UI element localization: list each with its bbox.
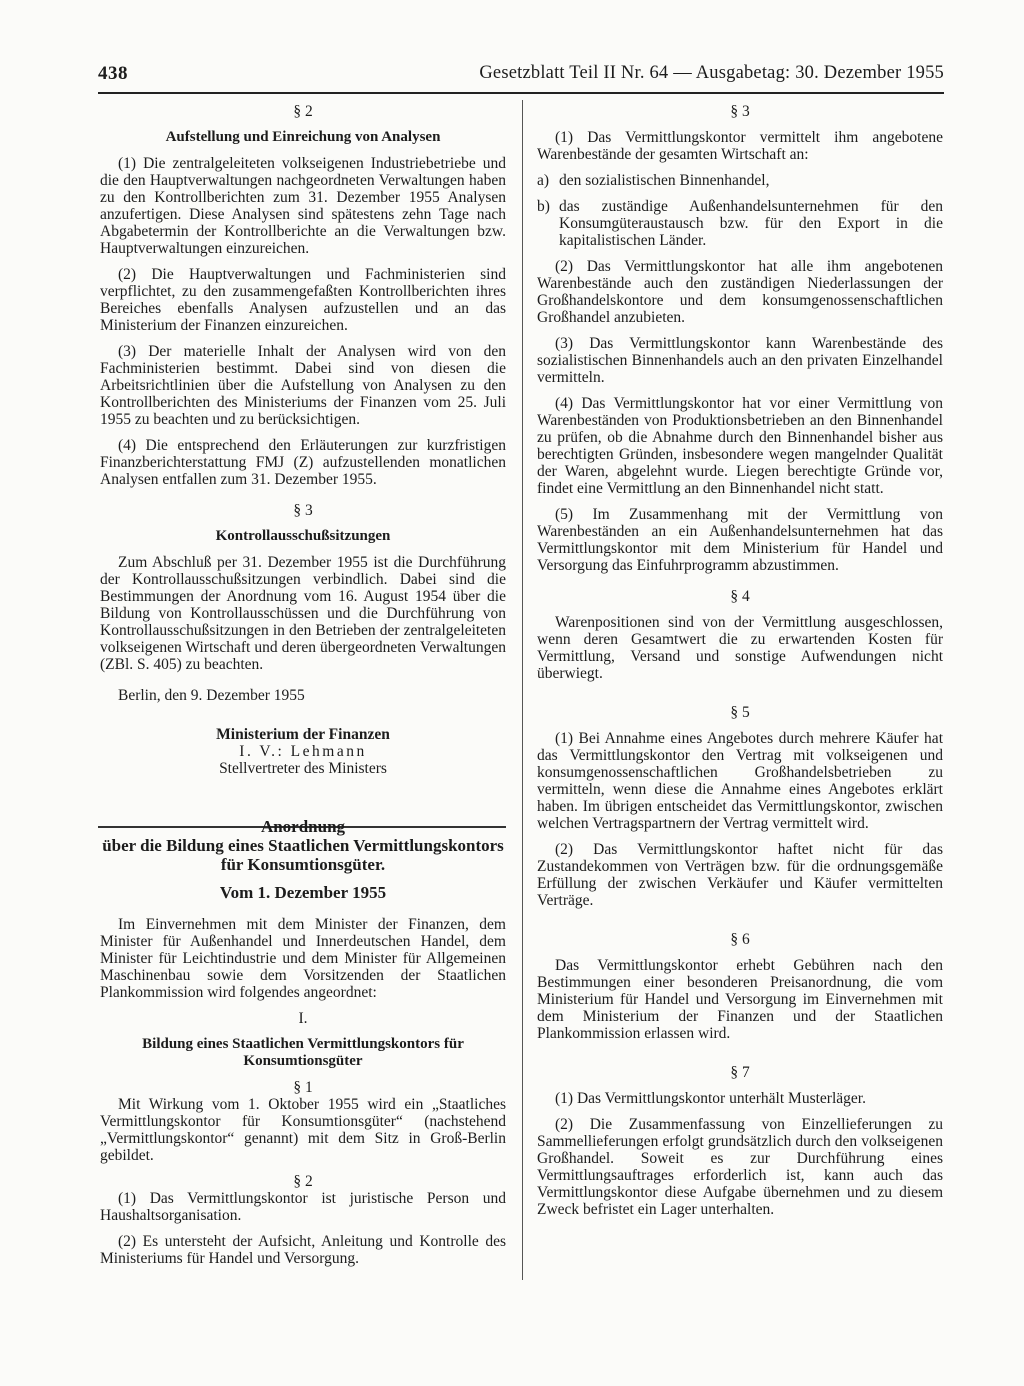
paragraph: (2) Das Vermittlungskontor hat alle ihm angebotenen Warenbestände auch den zuständigen Niederlassungen der Großhandelskontore und dem konsumgenossenschaftlichen Großhandel anzubieten. bbox=[537, 258, 943, 326]
section-heading: Aufstellung und Einreichung von Analysen bbox=[165, 129, 441, 145]
column-divider bbox=[522, 100, 523, 1280]
page-header bbox=[98, 63, 944, 89]
paragraph: Das Vermittlungskontor erhebt Gebühren nach den Bestimmungen einer besonderen Preisanordnung, die vom Ministerium für Handel und Versorgung im Einvernehmen mit dem Ministerium der Finanzen und der Staatlichen Plankommission erlassen wird. bbox=[537, 957, 943, 1042]
section-number: § 3 bbox=[730, 103, 750, 120]
paragraph: (2) Es untersteht der Aufsicht, Anleitung und Kontrolle des Ministeriums für Handel und Versorgung. bbox=[100, 1233, 506, 1267]
section-number: § 7 bbox=[730, 1064, 750, 1081]
ordinance-title: Anordnung bbox=[260, 817, 346, 836]
paragraph: (1) Bei Annahme eines Angebotes durch mehrere Käufer hat das Vermittlungskontor den Vertrag mit volkseigenen und konsumgenossenschaftlichen Großhandelsbetrieben zu vermitteln, wenn diese die Annahme eines Angebotes erklärt haben. Im übrigen entscheidet das Vermittlungskontor, zwischen welchen Vertragspartnern der Vertrag vermittelt wird. bbox=[537, 730, 943, 832]
section-number: § 6 bbox=[730, 931, 750, 948]
running-head: Gesetzblatt Teil II Nr. 64 — Ausgabetag: 30. Dezember 1955 bbox=[479, 63, 944, 83]
signatory-role: Stellvertreter des Ministers bbox=[219, 760, 387, 777]
paragraph: (3) Das Vermittlungskontor kann Warenbestände des sozialistischen Binnenhandels auch an den privaten Einzelhandel vermitteln. bbox=[537, 335, 943, 386]
paragraph: Mit Wirkung vom 1. Oktober 1955 wird ein „Staatliches Vermittlungskontor für Konsumtionsgüter“ (nachstehend „Vermittlungskontor“ genannt) mit dem Sitz in Groß-Berlin gebildet. bbox=[100, 1096, 506, 1164]
place-date: Berlin, den 9. Dezember 1955 bbox=[118, 687, 305, 704]
paragraph: (4) Das Vermittlungskontor hat vor einer Vermittlung von Warenbeständen von Produktionsbetrieben an den Binnenhandel zu prüfen, ob die Abnahme durch den Binnenhandel bisher aus berechtigten Gründen, insbesondere wegen mangelnder Qualität der Waren, abgelehnt wurde. Liegen berechtigte Gründe vor, findet eine Vermittlung an den Binnenhandel nicht statt. bbox=[537, 395, 943, 497]
part-heading: Bildung eines Staatlichen Vermittlungskontors für Konsumtionsgüter bbox=[142, 1036, 464, 1069]
ordinance-subtitle: über die Bildung eines Staatlichen Vermittlungskontors für Konsumtionsgüter. bbox=[102, 836, 504, 874]
section-heading: Kontrollausschußsitzungen bbox=[215, 528, 391, 544]
paragraph: (1) Die zentralgeleiteten volkseigenen Industriebetriebe und die den Hauptverwaltungen nachgeordneten Verwaltungen haben zu den Kontrollberichten zum 31. Dezember 1955 Analysen anzufertigen. Diese Analysen sind spätestens zehn Tage nach Abgabetermin der Kontrollberichte an die Verwaltungen bzw. Hauptverwaltungen einzureichen. bbox=[100, 155, 506, 257]
paragraph: Zum Abschluß per 31. Dezember 1955 ist die Durchführung der Kontrollausschußsitzungen verbindlich. Dabei sind die Bestimmungen der Anordnung vom 16. August 1954 über die Bildung von Kontrollausschüssen und die Durchführung von Kontrollausschußsitzungen in den Betrieben der zentralgeleiteten volkseigenen Wirtschaft und deren übergeordneten Verwaltungen (ZBl. S. 405) zu beachten. bbox=[100, 554, 506, 673]
paragraph: (5) Im Zusammenhang mit der Vermittlung von Warenbeständen an ein Außenhandelsunternehmen hat das Vermittlungskontor mit dem Ministerium für Handel und Versorgung das Einfuhrprogramm abzustimmen. bbox=[537, 506, 943, 574]
list-item bbox=[537, 172, 943, 189]
list-item-text: das zuständige Außenhandelsunternehmen für den Konsumgüteraustausch bzw. für den Export in die kapitalistischen Länder. bbox=[559, 198, 943, 249]
left-column bbox=[100, 103, 506, 1267]
section-number: § 1 bbox=[293, 1079, 313, 1096]
paragraph: (2) Die Zusammenfassung von Einzellieferungen zu Sammellieferungen erfolgt grundsätzlich durch den volkseigenen Großhandel. Soweit es zur Durchführung eines Vermittlungsauftrages erforderlich ist, kann auch das Vermittlungskontor diese Aufgabe übernehmen und zu diesem Zweck befristet ein Lager unterhalten. bbox=[537, 1116, 943, 1218]
paragraph: (1) Das Vermittlungskontor vermittelt ihm angebotene Warenbestände der gesamten Wirtschaft an: bbox=[537, 129, 943, 163]
list-item bbox=[537, 198, 943, 249]
signature: I. V.: Lehmann bbox=[239, 743, 367, 760]
paragraph: (4) Die entsprechend den Erläuterungen zur kurzfristigen Finanzberichterstattung FMJ (Z) aufzustellenden monatlichen Analysen entfallen zum 31. Dezember 1955. bbox=[100, 437, 506, 488]
list-item-text: den sozialistischen Binnenhandel, bbox=[559, 172, 770, 189]
paragraph: Im Einvernehmen mit dem Minister der Finanzen, dem Minister für Außenhandel und Innerdeutschen Handel, dem Minister für Leichtindustrie und dem Minister für Allgemeinen Maschinenbau sowie dem Vorsitzenden der Staatlichen Plankommission wird folgendes angeordnet: bbox=[100, 916, 506, 1001]
paragraph: (1) Das Vermittlungskontor ist juristische Person und Haushaltsorganisation. bbox=[100, 1190, 506, 1224]
section-number: § 4 bbox=[730, 588, 750, 605]
paragraph: (1) Das Vermittlungskontor unterhält Musterläger. bbox=[555, 1090, 866, 1107]
paragraph: (3) Der materielle Inhalt der Analysen wird von den Fachministerien bestimmt. Dabei sind von diesen die Arbeitsrichtlinien über die Aufstellung von Analysen zu den Kontrollberichten des Ministeriums der Finanzen vom 25. Juli 1955 zu beachten und zu berücksichtigen. bbox=[100, 343, 506, 428]
header-rule bbox=[98, 92, 944, 94]
part-number: I. bbox=[298, 1010, 308, 1027]
section-number: § 2 bbox=[293, 1173, 313, 1190]
right-column bbox=[537, 103, 943, 1218]
section-number: § 5 bbox=[730, 704, 750, 721]
paragraph: Warenpositionen sind von der Vermittlung ausgeschlossen, wenn deren Gesamtwert die zu erwartenden Kosten für Vermittlung, Versand und sonstige Aufwendungen nicht überwiegt. bbox=[537, 614, 943, 682]
ordinance-date: Vom 1. Dezember 1955 bbox=[219, 883, 387, 902]
section-number: § 3 bbox=[293, 502, 313, 519]
ministry-name: Ministerium der Finanzen bbox=[216, 726, 390, 743]
page-number: 438 bbox=[98, 63, 128, 84]
list-item-label: b) bbox=[537, 198, 550, 215]
section-number: § 2 bbox=[293, 103, 313, 120]
paragraph: (2) Das Vermittlungskontor haftet nicht für das Zustandekommen von Verträgen bzw. für die ordnungsgemäße Erfüllung der zwischen Verkäufer und Käufer vermittelten Verträge. bbox=[537, 841, 943, 909]
paragraph: (2) Die Hauptverwaltungen und Fachministerien sind verpflichtet, zu den zusammengefaßten Kontrollberichten ihres Bereiches ebenfalls Analysen aufzustellen und an das Ministerium der Finanzen einzureichen. bbox=[100, 266, 506, 334]
list-item-label: a) bbox=[537, 172, 550, 189]
